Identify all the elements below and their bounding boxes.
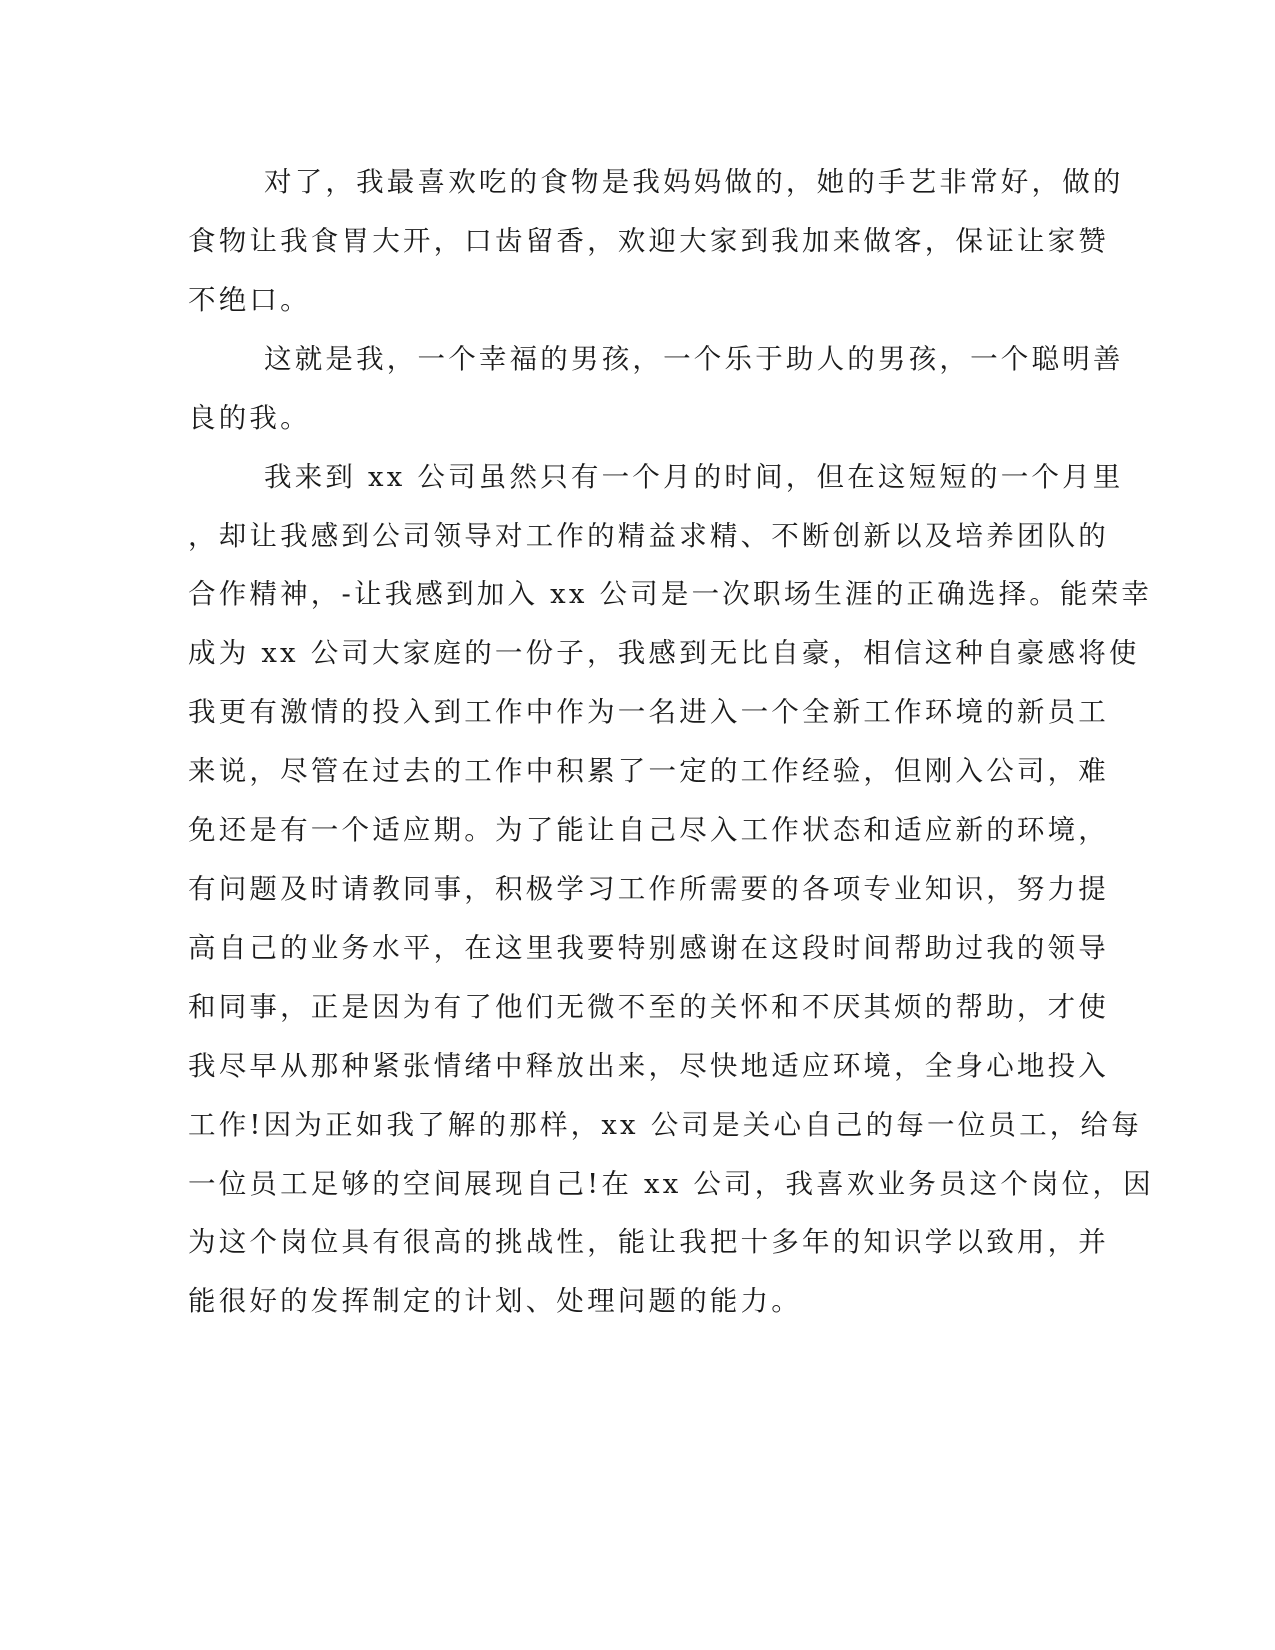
paragraph-3-line-10: 和同事，正是因为有了他们无微不至的关怀和不厌其烦的帮助，才使	[188, 991, 1109, 1023]
paragraph-2-line-2: 良的我。	[188, 402, 311, 434]
paragraph-3-line-15: 能很好的发挥制定的计划、处理问题的能力。	[188, 1285, 802, 1317]
paragraph-3-line-6: 来说，尽管在过去的工作中积累了一定的工作经验，但刚入公司，难	[188, 755, 1109, 787]
paragraph-1-line-1: 对了，我最喜欢吃的食物是我妈妈做的，她的手艺非常好，做的	[264, 166, 1124, 198]
paragraph-1-line-3: 不绝口。	[188, 284, 311, 316]
paragraph-3-line-13: 一位员工足够的空间展现自己!在 xx 公司，我喜欢业务员这个岗位，因	[188, 1168, 1154, 1200]
paragraph-3-line-4: 成为 xx 公司大家庭的一份子，我感到无比自豪，相信这种自豪感将使	[188, 637, 1140, 669]
paragraph-3-line-1: 我来到 xx 公司虽然只有一个月的时间，但在这短短的一个月里	[264, 461, 1124, 493]
paragraph-3-line-11: 我尽早从那种紧张情绪中释放出来，尽快地适应环境，全身心地投入	[188, 1050, 1109, 1082]
paragraph-3-line-2: ，却让我感到公司领导对工作的精益求精、不断创新以及培养团队的	[188, 520, 1109, 552]
paragraph-3-line-14: 为这个岗位具有很高的挑战性，能让我把十多年的知识学以致用，并	[188, 1226, 1109, 1258]
paragraph-3-line-12: 工作!因为正如我了解的那样，xx 公司是关心自己的每一位员工，给每	[188, 1109, 1142, 1141]
paragraph-3-line-7: 免还是有一个适应期。为了能让自己尽入工作状态和适应新的环境，	[188, 814, 1109, 846]
paragraph-3-line-9: 高自己的业务水平，在这里我要特别感谢在这段时间帮助过我的领导	[188, 932, 1109, 964]
paragraph-3-line-3: 合作精神，-让我感到加入 xx 公司是一次职场生涯的正确选择。能荣幸	[188, 578, 1153, 610]
paragraph-3-line-8: 有问题及时请教同事，积极学习工作所需要的各项专业知识，努力提	[188, 873, 1109, 905]
paragraph-3-line-5: 我更有激情的投入到工作中作为一名进入一个全新工作环境的新员工	[188, 696, 1109, 728]
paragraph-1-line-2: 食物让我食胃大开，口齿留香，欢迎大家到我加来做客，保证让家赞	[188, 225, 1109, 257]
paragraph-2-line-1: 这就是我，一个幸福的男孩，一个乐于助人的男孩，一个聪明善	[264, 343, 1124, 375]
